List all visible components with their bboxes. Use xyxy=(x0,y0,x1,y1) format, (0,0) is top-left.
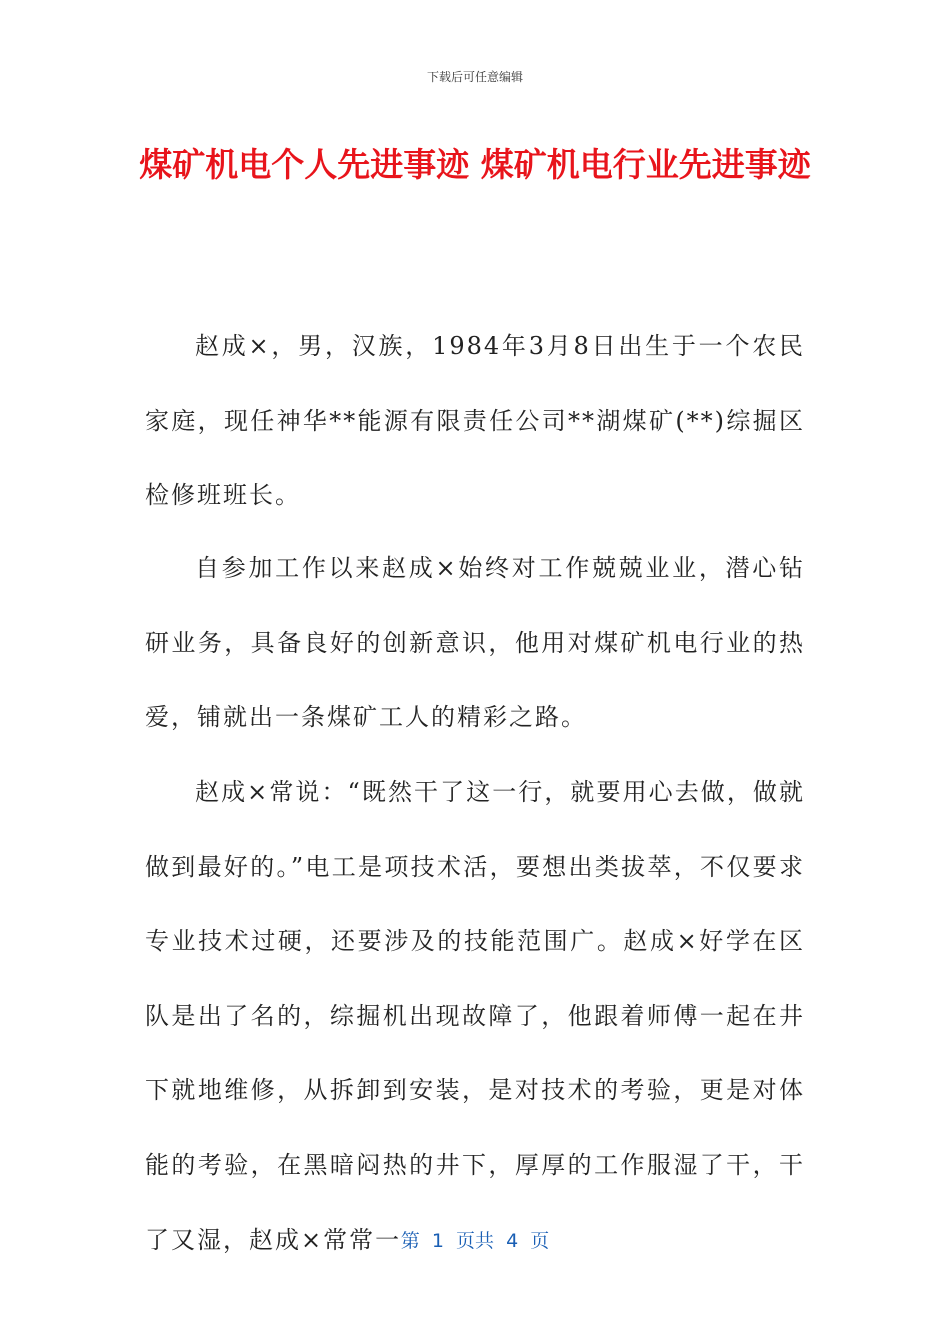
paragraph-3: 赵成×常说：“既然干了这一行，就要用心去做，做就做到最好的。”电工是项技术活，要想出类拔萃，不仅要求专业技术过硬，还要涉及的技能范围广。赵成×好学在区队是出了名的，综掘机出现故障了，他跟着师傅一起在井下就地维修，从拆卸到安装，是对技术的考验，更是对体能的考验，在黑暗闷热的井下，厚厚的工作服湿了干，干了又湿，赵成×常常一 xyxy=(145,778,805,1254)
paragraph-2: 自参加工作以来赵成×始终对工作兢兢业业，潜心钻研业务，具备良好的创新意识，他用对煤矿机电行业的热爱，铺就出一条煤矿工人的精彩之路。 xyxy=(145,554,805,732)
page-number-footer: 第 1 页共 4 页 xyxy=(400,1230,550,1252)
header-note: 下载后可任意编辑 xyxy=(426,70,523,84)
paragraph-1: 赵成×，男，汉族，1984年3月8日出生于一个农民家庭，现任神华**能源有限责任公司**湖煤矿(**)综掘区检修班班长。 xyxy=(145,332,805,510)
document-title: 煤矿机电个人先进事迹 煤矿机电行业先进事迹 xyxy=(139,145,811,184)
